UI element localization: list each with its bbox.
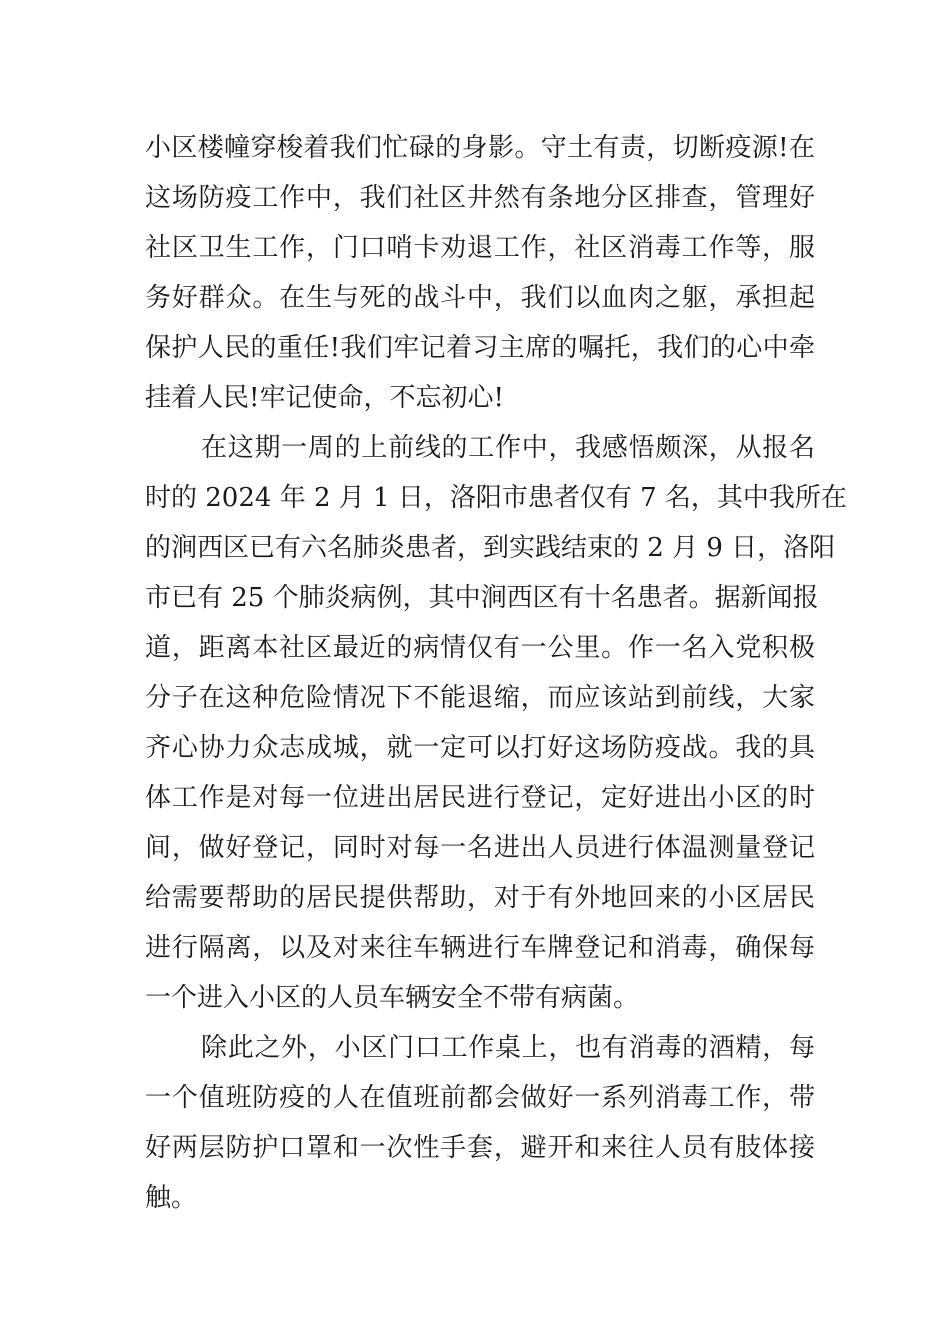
text-line: 好两层防护口罩和一次性手套，避开和来往人员有肢体接 [145,1133,815,1163]
text-line: 间，做好登记，同时对每一名进出人员进行体温测量登记 [145,833,815,863]
text-line: 分子在这种危险情况下不能退缩，而应该站到前线，大家 [145,683,815,713]
text-line: 时的 2024 年 2 月 1 日，洛阳市患者仅有 7 名，其中我所在 [145,483,847,513]
text-line: 市已有 25 个肺炎病例，其中涧西区有十名患者。据新闻报 [145,583,819,613]
text-line: 触。 [145,1183,198,1213]
text-line: 小区楼幢穿梭着我们忙碌的身影。守土有责，切断疫源!在 [145,133,815,163]
text-line: 体工作是对每一位进出居民进行登记，定好进出小区的时 [145,783,815,813]
text-line: 一个值班防疫的人在值班前都会做好一系列消毒工作，带 [145,1083,815,1113]
text-line: 这场防疫工作中，我们社区井然有条地分区排查，管理好 [145,183,815,213]
paragraph-first-line: 除此之外，小区门口工作桌上，也有消毒的酒精，每 [201,1033,815,1063]
text-line: 挂着人民!牢记使命，不忘初心! [145,383,504,413]
text-line: 道，距离本社区最近的病情仅有一公里。作一名入党积极 [145,633,815,663]
paragraph-first-line: 在这期一周的上前线的工作中，我感悟颇深，从报名 [201,433,815,463]
text-line: 一个进入小区的人员车辆安全不带有病菌。 [145,983,640,1013]
text-line: 齐心协力众志成城，就一定可以打好这场防疫战。我的具 [145,733,815,763]
text-line: 保护人民的重任!我们牢记着习主席的嘱托，我们的心中牵 [145,333,815,363]
text-line: 的涧西区已有六名肺炎患者，到实践结束的 2 月 9 日，洛阳 [145,533,836,563]
text-line: 务好群众。在生与死的战斗中，我们以血肉之躯，承担起 [145,283,815,313]
text-line: 进行隔离，以及对来往车辆进行车牌登记和消毒，确保每 [145,933,815,963]
text-line: 给需要帮助的居民提供帮助，对于有外地回来的小区居民 [145,883,815,913]
text-line: 社区卫生工作，门口哨卡劝退工作，社区消毒工作等，服 [145,233,815,263]
